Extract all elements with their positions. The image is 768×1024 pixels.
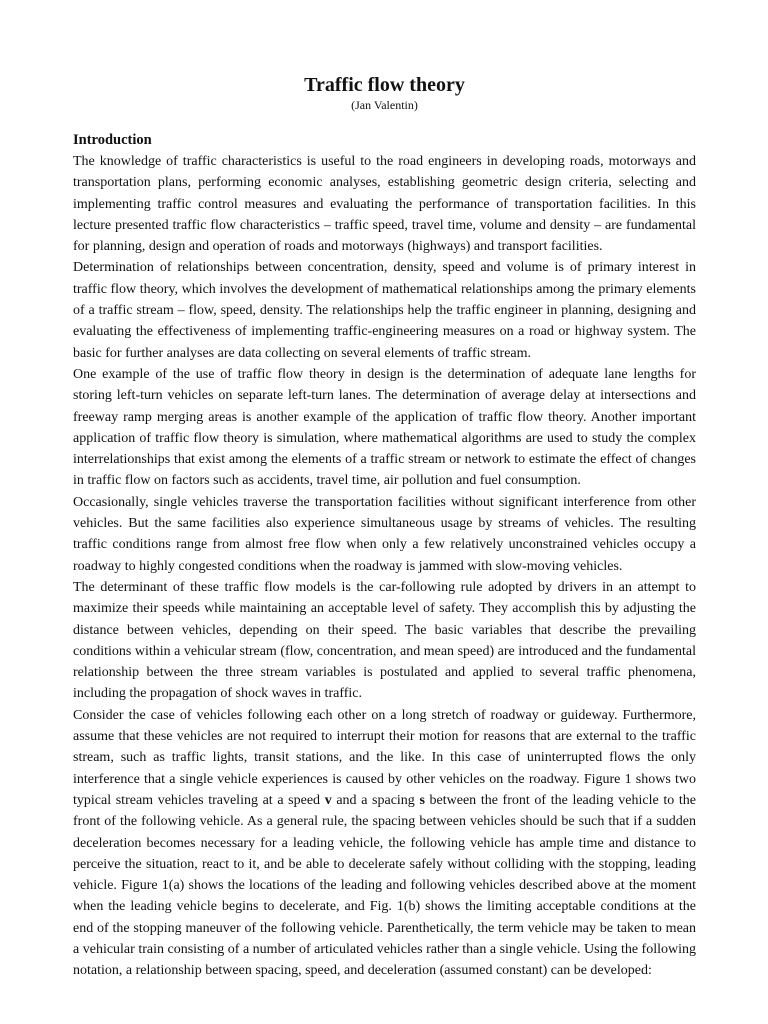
paragraph-2: Determination of relationships between concentration, density, speed and volume is of primary interest in traffic flow theory, which involves the development of mathematical relationships among the primary elements of a traffic stream – flow, speed, density. The relationships help the traffic engineer in planning, designing and evaluating the effectiveness of implementing traffic-engineering measures on a road or highway system. The basic for further analyses are data collecting on several elements of traffic stream. — [73, 260, 696, 361]
paragraph-6-text-c: between the front of the leading vehicle to the front of the following vehicle. As a general rule, the spacing between vehicles should be such that if a sudden deceleration becomes necessary for a leading vehicle, the following vehicle has ample time and distance to perceive the situation, react to it, and be able to decelerate safely without colliding with the stopping, leading vehicle. Figure 1(a) shows the locations of the leading and following vehicles described above at the moment when the leading vehicle begins to decelerate, and Fig. 1(b) shows the limiting acceptable conditions at the end of the stopping maneuver of the following vehicle. Parenthetically, the term vehicle may be taken to mean a vehicular train consisting of a number of articulated vehicles rather than a single vehicle. Using the following notation, a relationship between spacing, speed, and deceleration (assumed constant) can be developed: — [73, 792, 696, 979]
paragraph-3: One example of the use of traffic flow theory in design is the determination of adequate lane lengths for storing left-turn vehicles on separate left-turn lanes. The determination of average delay at intersections and freeway ramp merging areas is another example of the application of traffic flow theory. Another important application of traffic flow theory is simulation, where mathematical algorithms are used to study the complex interrelationships that exist among the elements of a traffic stream or network to estimate the effect of changes in traffic flow on factors such as accidents, travel time, air pollution and fuel consumption. — [73, 366, 696, 489]
document-page — [73, 72, 696, 982]
spacing-variable: s — [419, 792, 425, 808]
paragraph-6 — [73, 705, 696, 982]
paragraph-1: The knowledge of traffic characteristics is useful to the road engineers in developing roads, motorways and transportation plans, performing economic analyses, establishing geometric design criteria, selecting and implementing traffic control measures and evaluating the performance of transportation facilities. In this lecture presented traffic flow characteristics – traffic speed, travel time, volume and density – are fundamental for planning, design and operation of roads and motorways (highways) and transport facilities. — [73, 154, 696, 255]
document-author: (Jan Valentin) — [351, 98, 418, 112]
paragraph-6-text-a: Consider the case of vehicles following each other on a long stretch of roadway or guideway. Furthermore, assume that these vehicles are not required to interrupt their motion for reasons that are external to the traffic stream, such as traffic lights, transit stations, and the like. In this case of uninterrupted flows the only interference that a single vehicle experiences is caused by other vehicles on the roadway. Figure 1 shows two typical stream vehicles traveling at a speed — [73, 707, 696, 808]
paragraph-6-text-b: and a spacing — [331, 792, 420, 808]
paragraph-5: The determinant of these traffic flow models is the car-following rule adopted by drivers in an attempt to maximize their speeds while maintaining an acceptable level of safety. They accomplish this by adjusting the distance between vehicles, depending on their speed. The basic variables that describe the prevailing conditions within a vehicular stream (flow, concentration, and mean speed) are introduced and the fundamental relationship between the three stream variables is postulated and applied to several traffic phenomena, including the propagation of shock waves in traffic. — [73, 579, 696, 702]
paragraph-4: Occasionally, single vehicles traverse the transportation facilities without significant interference from other vehicles. But the same facilities also experience simultaneous usage by streams of vehicles. The resulting traffic conditions range from almost free flow when only a few relatively unconstrained vehicles occupy a roadway to highly congested conditions when the roadway is jammed with slow-moving vehicles. — [73, 494, 696, 574]
speed-variable: v — [324, 792, 332, 808]
section-heading: Introduction — [73, 132, 152, 148]
document-title: Traffic flow theory — [304, 74, 465, 96]
